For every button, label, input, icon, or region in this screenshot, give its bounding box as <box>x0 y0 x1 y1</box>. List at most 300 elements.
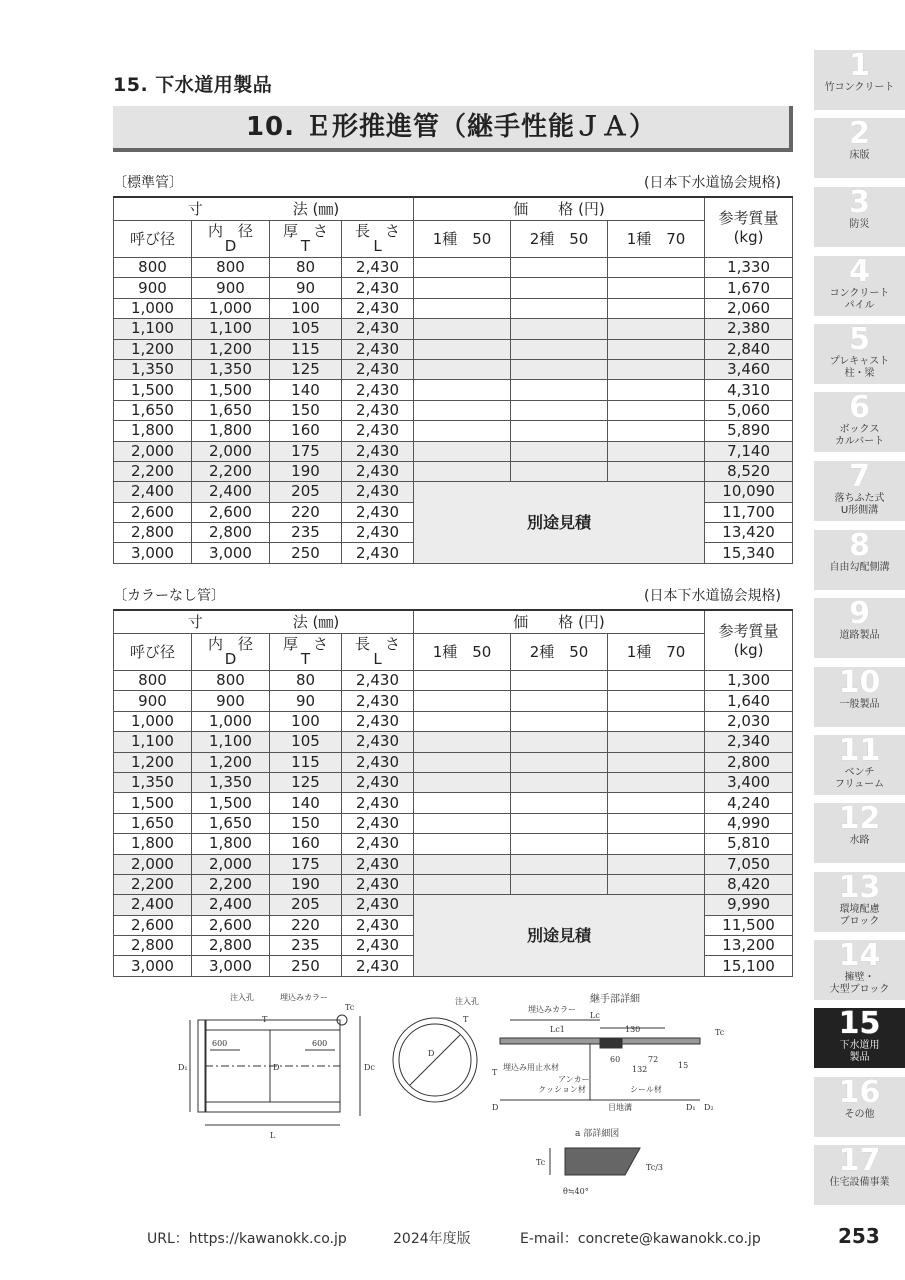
mass-cell: 2,340 <box>705 732 793 752</box>
joint-132: 132 <box>632 1065 648 1074</box>
joint-D1: D₁ <box>686 1103 696 1112</box>
detail-title: a 部詳細図 <box>575 1129 620 1139</box>
cell: 1,200 <box>192 752 270 772</box>
price-cell <box>608 319 705 339</box>
cell: 220 <box>270 502 342 522</box>
tab-label: ベンチ フリューム <box>834 767 885 790</box>
price-cell <box>511 400 608 420</box>
price-cell <box>414 691 511 711</box>
price-cell <box>608 461 705 481</box>
section-tab-7[interactable] <box>814 461 905 521</box>
cell: 1,100 <box>114 732 192 752</box>
table-row <box>114 421 793 441</box>
cell: 1,100 <box>192 732 270 752</box>
mass-cell: 8,420 <box>705 874 793 894</box>
price-cell <box>608 691 705 711</box>
tab-number: 8 <box>849 528 870 563</box>
ring-inlet: 注入孔 <box>455 997 479 1006</box>
cell: 2,430 <box>342 732 414 752</box>
cell: 2,430 <box>342 258 414 278</box>
price1-header: 1種 50 <box>414 221 511 258</box>
section-tab-12[interactable] <box>814 803 905 863</box>
cell: 190 <box>270 461 342 481</box>
cell: 1,350 <box>192 772 270 792</box>
footer-url: URL：https://kawanokk.co.jp <box>147 1231 347 1247</box>
price-cell <box>608 380 705 400</box>
mass-cell: 9,990 <box>705 895 793 915</box>
joint-cushion: クッション材 <box>538 1085 586 1094</box>
inner-header: 内 径 D <box>192 634 270 671</box>
cell: 2,430 <box>342 421 414 441</box>
table-note-standard: (日本下水道協会規格) <box>644 175 781 191</box>
yobi-header: 呼び径 <box>114 634 192 671</box>
cell: 2,430 <box>342 502 414 522</box>
table-row <box>114 461 793 481</box>
price-cell <box>608 671 705 691</box>
cell: 2,400 <box>114 482 192 502</box>
joint-72: 72 <box>648 1055 659 1064</box>
section-tab-13[interactable] <box>814 872 905 932</box>
price-cell <box>414 834 511 854</box>
price-cell <box>414 461 511 481</box>
price-cell <box>414 339 511 359</box>
table-row <box>114 691 793 711</box>
cell: 2,430 <box>342 772 414 792</box>
mass-cell: 2,030 <box>705 711 793 731</box>
price-cell <box>511 380 608 400</box>
price-cell <box>414 278 511 298</box>
price2-header: 2種 50 <box>511 221 608 258</box>
mass-cell: 1,670 <box>705 278 793 298</box>
cell: 2,430 <box>342 441 414 461</box>
price-cell <box>608 441 705 461</box>
table-row <box>114 813 793 833</box>
price-cell <box>414 421 511 441</box>
estimate-cell: 別途見積 <box>414 895 705 977</box>
cell: 800 <box>114 671 192 691</box>
price-cell <box>608 732 705 752</box>
price-cell <box>414 380 511 400</box>
section-tab-5[interactable] <box>814 324 905 384</box>
price-cell <box>608 359 705 379</box>
cell: 2,430 <box>342 895 414 915</box>
cell: 100 <box>270 298 342 318</box>
section-tab-4[interactable] <box>814 256 905 316</box>
section-tab-2[interactable] <box>814 118 905 178</box>
price-cell <box>511 793 608 813</box>
tab-label: その他 <box>844 1109 875 1120</box>
mass-cell: 8,520 <box>705 461 793 481</box>
cell: 900 <box>192 691 270 711</box>
mass-cell: 15,340 <box>705 543 793 563</box>
joint-collar: 埋込みカラー <box>528 1005 576 1014</box>
price-cell <box>414 854 511 874</box>
price-cell <box>511 874 608 894</box>
pipe-drawing <box>170 990 730 1210</box>
table-row <box>114 319 793 339</box>
price-cell <box>608 421 705 441</box>
mass-cell: 5,890 <box>705 421 793 441</box>
section-tab-3[interactable] <box>814 187 905 247</box>
mass-cell: 7,050 <box>705 854 793 874</box>
yobi-header: 呼び径 <box>114 221 192 258</box>
cell: 2,800 <box>192 936 270 956</box>
price-cell <box>511 834 608 854</box>
price-cell <box>608 793 705 813</box>
tab-number: 12 <box>838 801 881 836</box>
joint-130: 130 <box>625 1025 641 1034</box>
cell: 1,000 <box>192 298 270 318</box>
price-cell <box>414 400 511 420</box>
price-cell <box>414 319 511 339</box>
cell: 2,430 <box>342 793 414 813</box>
detail-angle: θ≒40° <box>563 1187 589 1196</box>
cell: 2,430 <box>342 339 414 359</box>
tab-number: 11 <box>838 733 881 768</box>
cell: 1,200 <box>192 339 270 359</box>
section-tab-15[interactable] <box>814 1008 905 1068</box>
cell: 800 <box>192 258 270 278</box>
table-row <box>114 278 793 298</box>
joint-Lc: Lc <box>590 1011 600 1020</box>
tab-label: コンクリート パイル <box>829 288 890 311</box>
cell: 2,430 <box>342 915 414 935</box>
tab-number: 16 <box>838 1075 881 1110</box>
mass-cell: 4,240 <box>705 793 793 813</box>
price-cell <box>608 834 705 854</box>
table-row <box>114 711 793 731</box>
cell: 205 <box>270 895 342 915</box>
cell: 2,430 <box>342 319 414 339</box>
cell: 2,430 <box>342 874 414 894</box>
table-label-standard: 〔標準管〕 <box>113 175 183 191</box>
lbl-collar: 埋込みカラー <box>280 993 328 1002</box>
detail-Tc3: Tc/3 <box>646 1163 663 1172</box>
footer-email: E-mail：concrete@kawanokk.co.jp <box>520 1231 761 1247</box>
cell: 3,000 <box>192 956 270 976</box>
ring-T: T <box>463 1015 469 1024</box>
cell: 2,430 <box>342 671 414 691</box>
ring-D: D <box>428 1049 435 1058</box>
table-row <box>114 258 793 278</box>
joint-D: D <box>492 1103 499 1112</box>
price-header: 価 格 (円) <box>414 197 705 221</box>
cell: 205 <box>270 482 342 502</box>
price-cell <box>414 441 511 461</box>
cell: 2,430 <box>342 691 414 711</box>
price-cell <box>608 339 705 359</box>
table-note-nocollar: (日本下水道協会規格) <box>644 588 781 604</box>
joint-groove: 目地溝 <box>608 1103 632 1112</box>
cell: 80 <box>270 258 342 278</box>
cell: 2,800 <box>114 936 192 956</box>
cell: 250 <box>270 956 342 976</box>
cell: 1,100 <box>192 319 270 339</box>
cell: 1,000 <box>114 711 192 731</box>
price-cell <box>414 711 511 731</box>
price2-header: 2種 50 <box>511 634 608 671</box>
cell: 1,650 <box>192 813 270 833</box>
cell: 2,430 <box>342 752 414 772</box>
cell: 1,350 <box>114 359 192 379</box>
cell: 2,800 <box>192 523 270 543</box>
price-cell <box>608 772 705 792</box>
cell: 2,000 <box>114 441 192 461</box>
tab-number: 5 <box>849 322 870 357</box>
price-cell <box>414 793 511 813</box>
table-row <box>114 772 793 792</box>
thick-header: 厚 さ T <box>270 221 342 258</box>
table-row <box>114 298 793 318</box>
cell: 175 <box>270 441 342 461</box>
section-tab-8[interactable] <box>814 530 905 590</box>
cell: 2,430 <box>342 711 414 731</box>
cell: 2,200 <box>114 461 192 481</box>
mass-header: 参考質量(kg) <box>705 197 793 258</box>
mass-cell: 2,060 <box>705 298 793 318</box>
dim-header: 寸 法 (㎜) <box>114 197 414 221</box>
tab-label: 床版 <box>849 150 870 161</box>
table-row <box>114 380 793 400</box>
cell: 900 <box>114 691 192 711</box>
cell: 2,430 <box>342 380 414 400</box>
tab-number: 17 <box>838 1143 881 1178</box>
cell: 175 <box>270 854 342 874</box>
tab-number: 10 <box>838 665 881 700</box>
tab-label: 道路製品 <box>839 630 880 641</box>
standard-pipe-table <box>113 196 793 564</box>
table-row <box>114 339 793 359</box>
price-cell <box>414 258 511 278</box>
cell: 2,600 <box>114 915 192 935</box>
mass-header: 参考質量(kg) <box>705 610 793 671</box>
table-row <box>114 482 793 502</box>
tab-label: 防災 <box>849 219 870 230</box>
cell: 100 <box>270 711 342 731</box>
price-cell <box>608 298 705 318</box>
table-row <box>114 793 793 813</box>
cell: 140 <box>270 793 342 813</box>
cell: 1,100 <box>114 319 192 339</box>
tab-number: 6 <box>849 390 870 425</box>
tab-label: 擁壁・ 大型ブロック <box>829 972 890 995</box>
cell: 2,430 <box>342 956 414 976</box>
lbl-D1: D₁ <box>178 1063 188 1072</box>
cell: 800 <box>192 671 270 691</box>
cell: 1,200 <box>114 339 192 359</box>
tab-label: 自由勾配側溝 <box>829 562 890 573</box>
price-cell <box>608 711 705 731</box>
page-number: 253 <box>838 1224 880 1248</box>
cell: 1,800 <box>114 421 192 441</box>
cell: 1,500 <box>192 793 270 813</box>
price-cell <box>511 671 608 691</box>
cell: 2,600 <box>192 915 270 935</box>
price-cell <box>511 339 608 359</box>
section-tab-1[interactable] <box>814 50 905 110</box>
joint-anchor: アンカー <box>558 1075 590 1084</box>
table-row <box>114 874 793 894</box>
cell: 105 <box>270 319 342 339</box>
tab-label: ボックス カルバート <box>834 424 885 447</box>
price-cell <box>608 854 705 874</box>
price-cell <box>511 752 608 772</box>
section-heading: 15. 下水道用製品 <box>113 74 273 96</box>
cell: 190 <box>270 874 342 894</box>
cell: 1,650 <box>114 400 192 420</box>
cell: 250 <box>270 543 342 563</box>
cell: 90 <box>270 691 342 711</box>
section-tab-11[interactable] <box>814 735 905 795</box>
cell: 900 <box>114 278 192 298</box>
price-cell <box>608 752 705 772</box>
table-row <box>114 834 793 854</box>
tab-label: 水路 <box>849 835 870 846</box>
cell: 2,430 <box>342 543 414 563</box>
price-cell <box>414 671 511 691</box>
price-cell <box>608 813 705 833</box>
cell: 800 <box>114 258 192 278</box>
cell: 1,800 <box>192 421 270 441</box>
cell: 2,200 <box>114 874 192 894</box>
table-row <box>114 441 793 461</box>
cell: 900 <box>192 278 270 298</box>
mass-cell: 1,330 <box>705 258 793 278</box>
price-cell <box>511 258 608 278</box>
tab-number: 7 <box>849 459 870 494</box>
cell: 115 <box>270 339 342 359</box>
mass-cell: 1,300 <box>705 671 793 691</box>
price-cell <box>511 421 608 441</box>
mass-cell: 2,380 <box>705 319 793 339</box>
cell: 160 <box>270 834 342 854</box>
price-cell <box>511 854 608 874</box>
cell: 1,200 <box>114 752 192 772</box>
mass-cell: 4,990 <box>705 813 793 833</box>
table-row <box>114 359 793 379</box>
price-cell <box>414 813 511 833</box>
price-cell <box>511 813 608 833</box>
joint-Lc1: Lc1 <box>550 1025 565 1034</box>
cell: 1,350 <box>192 359 270 379</box>
len-header: 長 さ L <box>342 634 414 671</box>
mass-cell: 5,060 <box>705 400 793 420</box>
section-tab-10[interactable] <box>814 667 905 727</box>
table-row <box>114 854 793 874</box>
price-cell <box>608 278 705 298</box>
cell: 2,430 <box>342 359 414 379</box>
lbl-inlet: 注入孔 <box>230 993 254 1002</box>
price-cell <box>511 772 608 792</box>
price-cell <box>414 874 511 894</box>
mass-cell: 5,810 <box>705 834 793 854</box>
cell: 1,800 <box>114 834 192 854</box>
mass-cell: 1,640 <box>705 691 793 711</box>
tab-label: 落ちふた式 U形側溝 <box>834 493 885 516</box>
joint-Tc: Tc <box>715 1028 725 1037</box>
tab-number: 3 <box>849 185 870 220</box>
joint-15: 15 <box>678 1061 689 1070</box>
cell: 2,600 <box>114 502 192 522</box>
cell: 3,000 <box>114 543 192 563</box>
table-label-nocollar: 〔カラーなし管〕 <box>113 588 225 604</box>
cell: 150 <box>270 400 342 420</box>
section-tab-14[interactable] <box>814 940 905 1000</box>
section-tab-6[interactable] <box>814 392 905 452</box>
price-cell <box>511 278 608 298</box>
nocollar-pipe-table <box>113 609 793 977</box>
mass-cell: 4,310 <box>705 380 793 400</box>
lbl-L: L <box>270 1131 276 1140</box>
cell: 1,000 <box>114 298 192 318</box>
joint-seal: シール材 <box>630 1085 662 1094</box>
price-header: 価 格 (円) <box>414 610 705 634</box>
cell: 2,400 <box>192 482 270 502</box>
cell: 2,430 <box>342 298 414 318</box>
tab-number: 14 <box>838 938 881 973</box>
mass-cell: 3,400 <box>705 772 793 792</box>
cell: 2,400 <box>114 895 192 915</box>
cell: 2,430 <box>342 278 414 298</box>
price-cell <box>608 400 705 420</box>
cell: 2,000 <box>192 441 270 461</box>
cell: 2,430 <box>342 461 414 481</box>
cell: 2,800 <box>114 523 192 543</box>
lbl-D: D <box>273 1063 280 1072</box>
tab-label: 環境配慮 ブロック <box>839 904 880 927</box>
joint-T: T <box>492 1068 498 1077</box>
section-tab-17[interactable] <box>814 1145 905 1205</box>
price-cell <box>608 874 705 894</box>
cell: 2,430 <box>342 400 414 420</box>
price-cell <box>511 691 608 711</box>
section-tab-9[interactable] <box>814 598 905 658</box>
price-cell <box>511 711 608 731</box>
cell: 2,430 <box>342 813 414 833</box>
tab-label: 下水道用 製品 <box>839 1040 880 1063</box>
cell: 90 <box>270 278 342 298</box>
section-tab-16[interactable] <box>814 1077 905 1137</box>
dim-header: 寸 法 (㎜) <box>114 610 414 634</box>
cell: 2,430 <box>342 936 414 956</box>
table-row <box>114 400 793 420</box>
price-cell <box>511 359 608 379</box>
inner-header: 内 径 D <box>192 221 270 258</box>
cell: 2,430 <box>342 854 414 874</box>
mass-cell: 3,460 <box>705 359 793 379</box>
cell: 2,600 <box>192 502 270 522</box>
table-row <box>114 895 793 915</box>
page-title: 10. Ｅ形推進管（継手性能ＪＡ） <box>113 106 793 152</box>
joint-seal-in: 埋込み用止水材 <box>503 1063 559 1072</box>
mass-cell: 2,800 <box>705 752 793 772</box>
detail-Tc: Tc <box>536 1158 546 1167</box>
cell: 235 <box>270 523 342 543</box>
tab-label: プレキャスト 柱・梁 <box>829 356 890 379</box>
price3-header: 1種 70 <box>608 221 705 258</box>
lbl-Dc: Dc <box>364 1063 375 1072</box>
cell: 1,650 <box>114 813 192 833</box>
tab-number: 1 <box>849 48 870 83</box>
joint-D2: D₂ <box>704 1103 714 1112</box>
cell: 160 <box>270 421 342 441</box>
len-header: 長 さ L <box>342 221 414 258</box>
lbl-T: T <box>262 1015 268 1024</box>
cell: 2,000 <box>114 854 192 874</box>
price1-header: 1種 50 <box>414 634 511 671</box>
table-row <box>114 671 793 691</box>
mass-cell: 15,100 <box>705 956 793 976</box>
